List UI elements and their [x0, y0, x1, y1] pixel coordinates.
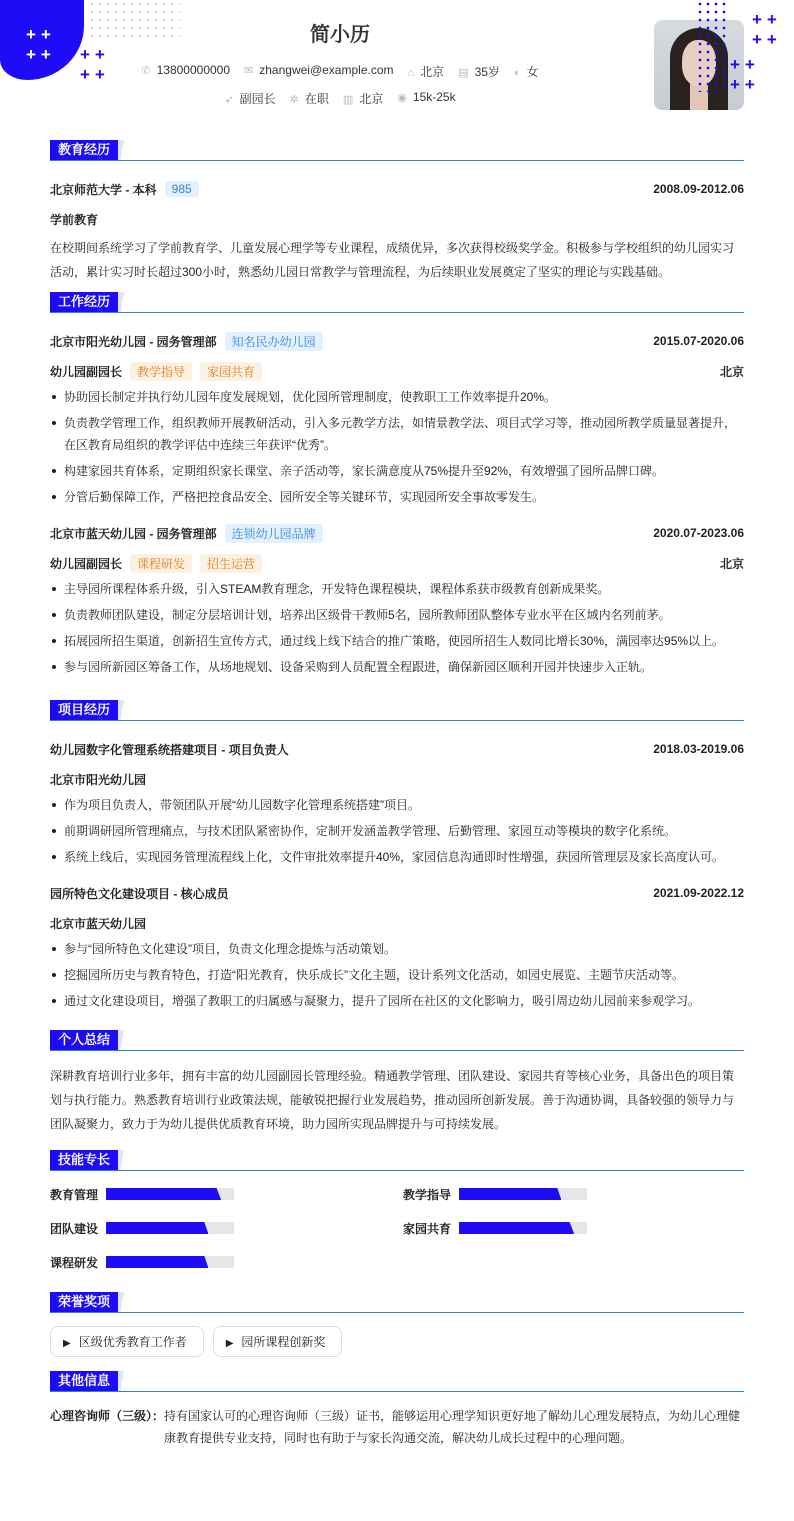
section-header-other	[50, 1371, 744, 1392]
skill-bar-fill	[106, 1188, 221, 1200]
section-header-skills	[50, 1150, 744, 1171]
job-tag: 招生运营	[200, 554, 262, 573]
contact-item	[141, 63, 230, 80]
entry-left	[50, 524, 323, 543]
school-tag: 985	[165, 181, 199, 197]
section-title: 个人总结	[50, 1030, 118, 1050]
project-name: 幼儿园数字化管理系统搭建项目 - 项目负责人	[50, 742, 289, 757]
phone-icon: ✆	[141, 65, 151, 77]
contact-item	[290, 90, 329, 107]
skill-name: 家园共育	[403, 1221, 452, 1236]
section-title: 工作经历	[50, 292, 118, 312]
other-item	[50, 1405, 744, 1449]
entry-left	[50, 741, 289, 758]
skill-item	[50, 1184, 403, 1204]
bullet-list	[50, 794, 744, 868]
company-name: 北京市阳光幼儿园 - 园务管理部	[50, 334, 217, 349]
contact-row	[0, 63, 680, 80]
contact-text: 35岁	[474, 65, 500, 79]
contact-item	[514, 63, 539, 80]
entry-row	[50, 764, 744, 794]
bullet-item: 系统上线后，实现园务管理流程线上化，文件审批效率提升40%，家园信息沟通即时性增强，获园所管理层及家长高度认可。	[50, 846, 744, 868]
project-org: 北京市阳光幼儿园	[50, 772, 147, 787]
entry-left	[50, 181, 199, 198]
entry-right: 2020.07-2023.06	[653, 526, 744, 540]
contact-text: 北京	[420, 65, 445, 79]
project-org: 北京市蓝天幼儿园	[50, 916, 147, 931]
bullet-item: 协助园长制定并执行幼儿园年度发展规划，优化园所管理制度，使教职工工作效率提升20%。	[50, 386, 744, 408]
entry-row	[50, 204, 744, 234]
skill-item	[403, 1218, 744, 1238]
contact-text: 女	[526, 65, 539, 79]
section-title: 技能专长	[50, 1150, 118, 1170]
dots-decoration	[696, 0, 726, 92]
company-tag: 知名民办幼儿园	[225, 332, 323, 351]
skill-name: 课程研发	[50, 1255, 99, 1270]
award-badge[interactable]	[50, 1326, 204, 1357]
entry-row	[50, 908, 744, 938]
bullet-list	[50, 386, 744, 508]
awards-list	[50, 1326, 744, 1357]
section-header-awards	[50, 1292, 744, 1313]
entry-row	[50, 356, 744, 386]
skill-bar-track	[106, 1188, 234, 1200]
section-title: 教育经历	[50, 140, 118, 160]
section-header-projects	[50, 700, 744, 721]
bullet-item: 参与“园所特色文化建设”项目，负责文化理念提炼与活动策划。	[50, 938, 744, 960]
plus-decoration: ++ ++	[730, 55, 760, 94]
section-header-summary	[50, 1030, 744, 1051]
skill-name: 教育管理	[50, 1187, 99, 1202]
skill-bar-track	[106, 1256, 234, 1268]
entry-left	[50, 771, 146, 788]
bullet-item: 拓展园所招生渠道，创新招生宣传方式，通过线上线下结合的推广策略，使园所招生人数同比增长30%，满园率达95%以上。	[50, 630, 744, 652]
skill-item	[50, 1252, 403, 1272]
entry-left	[50, 554, 262, 573]
project-name: 园所特色文化建设项目 - 核心成员	[50, 886, 229, 901]
entry-right: 北京	[719, 556, 744, 571]
bullet-item: 参与园所新园区筹备工作，从场地规划、设备采购到人员配置全程跟进，确保新园区顺利开园并快速步入正轨。	[50, 656, 744, 678]
contact-row-2	[0, 90, 680, 107]
bullet-item: 负责教学管理工作，组织教师开展教研活动，引入多元教学方法，如情景教学法、项目式学习等，推动园所教学质量显著提升，在区教育局组织的教学评估中连续三年获评“优秀”。	[50, 412, 744, 456]
bullet-item: 负责教师团队建设，制定分层培训计划，培养出区级骨干教师5名，园所教师团队整体专业水平在区域内名列前茅。	[50, 604, 744, 626]
skill-item	[50, 1218, 403, 1238]
bullet-item: 作为项目负责人，带领团队开展“幼儿园数字化管理系统搭建”项目。	[50, 794, 744, 816]
entry-right: 2008.09-2012.06	[653, 182, 744, 196]
project-entry	[50, 878, 744, 1012]
resume-body	[50, 140, 744, 1449]
contact-item	[224, 90, 275, 107]
skills-grid	[50, 1184, 744, 1272]
entry-right: 2015.07-2020.06	[653, 334, 744, 348]
job-role: 幼儿园副园长	[50, 364, 123, 379]
contact-item	[343, 90, 383, 107]
contact-item	[397, 90, 455, 107]
award-name: 园所课程创新奖	[241, 1335, 326, 1349]
status-icon: ✲	[289, 94, 299, 106]
bullet-list	[50, 938, 744, 1012]
company-tag: 连锁幼儿园品牌	[225, 524, 323, 543]
entry-right: 北京	[719, 364, 744, 379]
entry-row	[50, 326, 744, 356]
entry-left	[50, 885, 229, 902]
bullet-item: 挖掘园所历史与教育特色，打造“阳光教育，快乐成长”文化主题，设计系列文化活动，如园史展览、主题节庆活动等。	[50, 964, 744, 986]
other-text: 持有国家认可的心理咨询师（三级）证书，能够运用心理学知识更好地了解幼儿心理发展特点，为幼儿心理健康教育提供专业支持，同时也有助于与家长沟通交流，解决幼儿成长过程中的心理问题。	[164, 1409, 741, 1445]
entry-row	[50, 734, 744, 764]
plus-decoration: ++ ++	[80, 45, 110, 84]
mail-icon: ✉	[244, 65, 254, 77]
section-title: 其他信息	[50, 1371, 118, 1391]
job-role: 幼儿园副园长	[50, 556, 123, 571]
award-badge[interactable]	[213, 1326, 343, 1357]
bullet-item: 主导园所课程体系升级，引入STEAM教育理念，开发特色课程模块，课程体系获市级教育创新成果奖。	[50, 578, 744, 600]
contact-text: 副园长	[239, 92, 276, 106]
contact-text: 13800000000	[156, 63, 231, 77]
skill-name: 团队建设	[50, 1221, 99, 1236]
skill-bar-fill	[106, 1222, 208, 1234]
award-name: 区级优秀教育工作者	[78, 1335, 187, 1349]
bullet-item: 构建家园共育体系，定期组织家长课堂、亲子活动等，家长满意度从75%提升至92%，有效增强了园所品牌口碑。	[50, 460, 744, 482]
job-tag: 课程研发	[130, 554, 192, 573]
entry-row	[50, 548, 744, 578]
skill-bar-track	[459, 1222, 587, 1234]
contact-item	[244, 63, 393, 80]
contact-text: 在职	[304, 92, 329, 106]
skill-bar-fill	[459, 1222, 574, 1234]
school-name: 北京师范大学 - 本科	[50, 182, 157, 197]
bullet-item: 通过文化建设项目，增强了教职工的归属感与凝聚力，提升了园所在社区的文化影响力，吸引周边幼儿园前来参观学习。	[50, 990, 744, 1012]
skill-item	[403, 1184, 744, 1204]
section-title: 项目经历	[50, 700, 118, 720]
entry-right: 2021.09-2022.12	[653, 886, 744, 900]
plus-decoration: ++ ++	[752, 10, 782, 49]
home-icon: ⌂	[407, 67, 415, 79]
section-header-education	[50, 140, 744, 161]
bullet-list	[50, 578, 744, 678]
resume-name: 简小历	[310, 24, 370, 46]
triangle-icon: ▶	[225, 1338, 234, 1349]
entry-right: 2018.03-2019.06	[653, 742, 744, 756]
skill-bar-fill	[106, 1256, 208, 1268]
project-entry	[50, 734, 744, 868]
entry-left	[50, 362, 262, 381]
skill-name: 教学指导	[403, 1187, 452, 1202]
section-header-work	[50, 292, 744, 313]
company-name: 北京市蓝天幼儿园 - 园务管理部	[50, 526, 217, 541]
contact-item	[408, 63, 445, 80]
summary-text: 深耕教育培训行业多年，拥有丰富的幼儿园副园长管理经验。精通教学管理、团队建设、家园共育等核心业务，具备出色的项目策划与执行能力。熟悉教育培训行业政策法规，能敏锐把握行业发展趋势，推动园所创新发展。善于沟通协调，具备较强的领导力与团队凝聚力，致力于为幼儿提供优质教育环境，助力园所实现品牌提升与可持续发展。	[50, 1069, 735, 1131]
bullet-item: 分管后勤保障工作，严格把控食品安全、园所安全等关键环节，实现园所安全事故零发生。	[50, 486, 744, 508]
work-entry	[50, 518, 744, 678]
job-tag: 教学指导	[130, 362, 192, 381]
education-description: 在校期间系统学习了学前教育学、儿童发展心理学等专业课程，成绩优异，多次获得校级奖学金。积极参与学校组织的幼儿园实习活动，累计实习时长超过300小时，熟悉幼儿园日常教学与管理流程，为后续职业发展奠定了坚实的理论与实践基础。	[50, 241, 735, 279]
building-icon: ▥	[342, 94, 354, 106]
salary-icon: ◉	[397, 92, 407, 104]
work-entry	[50, 326, 744, 508]
entry-left	[50, 211, 98, 228]
contact-text: 北京	[359, 92, 384, 106]
contact-item	[458, 63, 500, 80]
plus-decoration: ++ ++	[26, 25, 56, 64]
other-label: 心理咨询师（三级）：	[50, 1409, 165, 1423]
gender-icon: ◐	[513, 67, 521, 79]
entry-row	[50, 174, 744, 204]
triangle-icon: ▶	[63, 1338, 71, 1349]
major: 学前教育	[50, 212, 99, 227]
skill-bar-track	[106, 1222, 234, 1234]
section-title: 荣誉奖项	[50, 1292, 118, 1312]
skill-bar-track	[459, 1188, 587, 1200]
age-icon: ▤	[458, 67, 469, 79]
contact-text: 15k-25k	[412, 90, 456, 104]
entry-row	[50, 878, 744, 908]
entry-left	[50, 915, 146, 932]
job-tag: 家园共育	[200, 362, 262, 381]
entry-row	[50, 518, 744, 548]
bullet-item: 前期调研园所管理痛点，与技术团队紧密协作，定制开发涵盖教学管理、后勤管理、家园互动等模块的数字化系统。	[50, 820, 744, 842]
entry-left	[50, 332, 323, 351]
contact-text: zhangwei@example.com	[259, 63, 394, 77]
skill-bar-fill	[459, 1188, 561, 1200]
send-icon: ➶	[224, 94, 234, 106]
